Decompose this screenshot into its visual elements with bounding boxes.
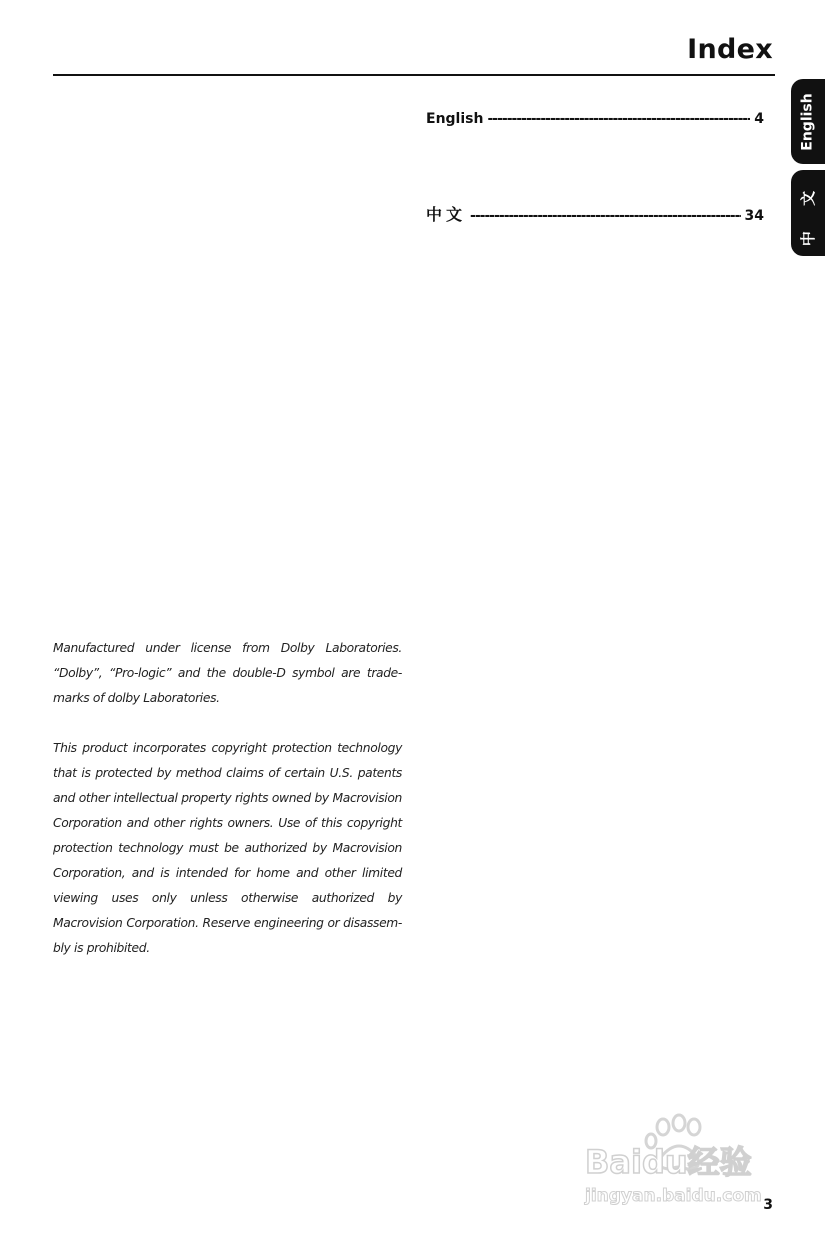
side-tab-english[interactable] bbox=[791, 79, 825, 164]
side-tab-chinese[interactable] bbox=[791, 170, 825, 256]
toc-dot-leader bbox=[487, 111, 750, 127]
toc-entry-english[interactable] bbox=[426, 111, 764, 127]
toc-entry-label: 中文 bbox=[426, 205, 467, 224]
toc-entry-chinese[interactable] bbox=[426, 202, 764, 225]
page-title: Index bbox=[687, 34, 773, 65]
header-divider bbox=[53, 74, 775, 76]
macrovision-copyright-notice: This product incorporates copyright protection technology that is protected by method claims of certain U.S. patents and other intellectual property rights owned by Macrovision Corporation and other rights owners. Use of this copyright protection technology must be authorized by Macrovision Corporation, and is intended for home and other limited viewing uses only unless otherwise authorized by Macrovision Corporation. Reserve engineering or disassem-bly is prohibited. bbox=[53, 741, 402, 955]
toc-dot-leader bbox=[470, 208, 741, 224]
watermark-url: jingyan.baidu.com bbox=[585, 1186, 762, 1206]
toc-entry-page: 34 bbox=[744, 208, 764, 224]
dolby-license-notice: Manufactured under license from Dolby Laboratories. “Dolby”, “Pro-logic” and the double-D symbol are trade-marks of dolby Laboratories. bbox=[53, 641, 402, 705]
toc-entry-page: 4 bbox=[754, 111, 764, 127]
side-tab-label: English bbox=[800, 92, 817, 151]
page-number: 3 bbox=[763, 1197, 773, 1213]
side-tab-label: 中 文 bbox=[799, 180, 818, 246]
baidu-jingyan-watermark bbox=[583, 1113, 778, 1208]
watermark-brand: Baidu经验 bbox=[585, 1143, 752, 1181]
toc-entry-label: English bbox=[426, 111, 484, 127]
